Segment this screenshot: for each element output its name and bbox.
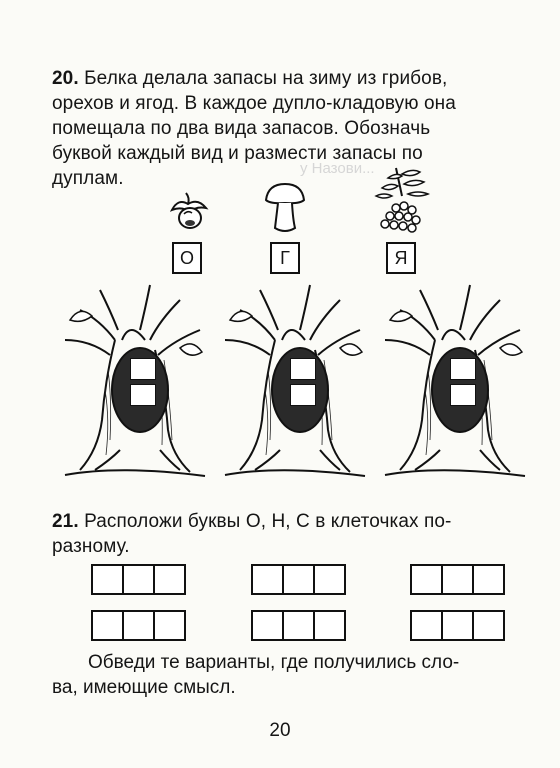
bleed-through-text: у Назови... <box>300 160 375 177</box>
letter-grid-4[interactable] <box>91 610 186 641</box>
letter-grid-2[interactable] <box>251 564 346 595</box>
page-number: 20 <box>269 720 291 741</box>
grid-cell[interactable] <box>315 566 344 593</box>
hollow-1-slot-top <box>130 358 156 380</box>
rowan-berries-icon <box>372 166 434 236</box>
task-20-number: 20. <box>52 68 79 89</box>
tree-with-hollow-2 <box>220 280 370 480</box>
grid-cell[interactable] <box>284 612 315 639</box>
grid-cell[interactable] <box>93 566 124 593</box>
task-21-text <box>52 509 532 559</box>
task-21-line-1: Расположи буквы О, Н, С в клеточках по- <box>84 511 452 532</box>
tree-with-hollow-3 <box>380 280 530 480</box>
letter-box-mushrooms: Г <box>270 242 300 274</box>
mushroom-icon <box>262 182 308 234</box>
grid-cell[interactable] <box>474 612 503 639</box>
hollow-3-slot-top <box>450 358 476 380</box>
hazelnut-icon <box>166 190 212 232</box>
grid-cell[interactable] <box>253 612 284 639</box>
grid-cell[interactable] <box>474 566 503 593</box>
grid-cell[interactable] <box>412 612 443 639</box>
task-21-instruction <box>52 650 532 700</box>
tree-with-hollow-1 <box>60 280 210 480</box>
task-20-text <box>52 66 532 191</box>
task-20-line-5: дуплам. <box>52 168 124 189</box>
grid-cell[interactable] <box>443 612 474 639</box>
instruction-line-1: Обведи те варианты, где получились сло- <box>88 652 460 673</box>
grid-cell[interactable] <box>412 566 443 593</box>
letter-grid-5[interactable] <box>251 610 346 641</box>
grid-cell[interactable] <box>253 566 284 593</box>
grid-cell[interactable] <box>443 566 474 593</box>
hollow-2-slot-bottom <box>290 384 316 406</box>
grid-cell[interactable] <box>155 612 184 639</box>
hollow-1-slot-bottom <box>130 384 156 406</box>
hollow-2-slot-top <box>290 358 316 380</box>
task-20-line-2: орехов и ягод. В каждое дупло-кладовую она <box>52 93 456 114</box>
task-20-line-4: буквой каждый вид и размести запасы по <box>52 143 423 164</box>
letter-grid-3[interactable] <box>410 564 505 595</box>
letter-box-nuts: О <box>172 242 202 274</box>
letter-grid-1[interactable] <box>91 564 186 595</box>
task-20-line-1: Белка делала запасы на зиму из грибов, <box>84 68 448 89</box>
task-21-line-2: разному. <box>52 536 130 557</box>
letter-box-berries: Я <box>386 242 416 274</box>
grid-cell[interactable] <box>93 612 124 639</box>
task-20-line-3: помещала по два вида запасов. Обозначь <box>52 118 431 139</box>
letter-grid-6[interactable] <box>410 610 505 641</box>
grid-cell[interactable] <box>155 566 184 593</box>
grid-cell[interactable] <box>124 612 155 639</box>
hollow-3-slot-bottom <box>450 384 476 406</box>
task-21-number: 21. <box>52 511 79 532</box>
instruction-line-2: ва, имеющие смысл. <box>52 677 236 698</box>
grid-cell[interactable] <box>315 612 344 639</box>
grid-cell[interactable] <box>124 566 155 593</box>
grid-cell[interactable] <box>284 566 315 593</box>
